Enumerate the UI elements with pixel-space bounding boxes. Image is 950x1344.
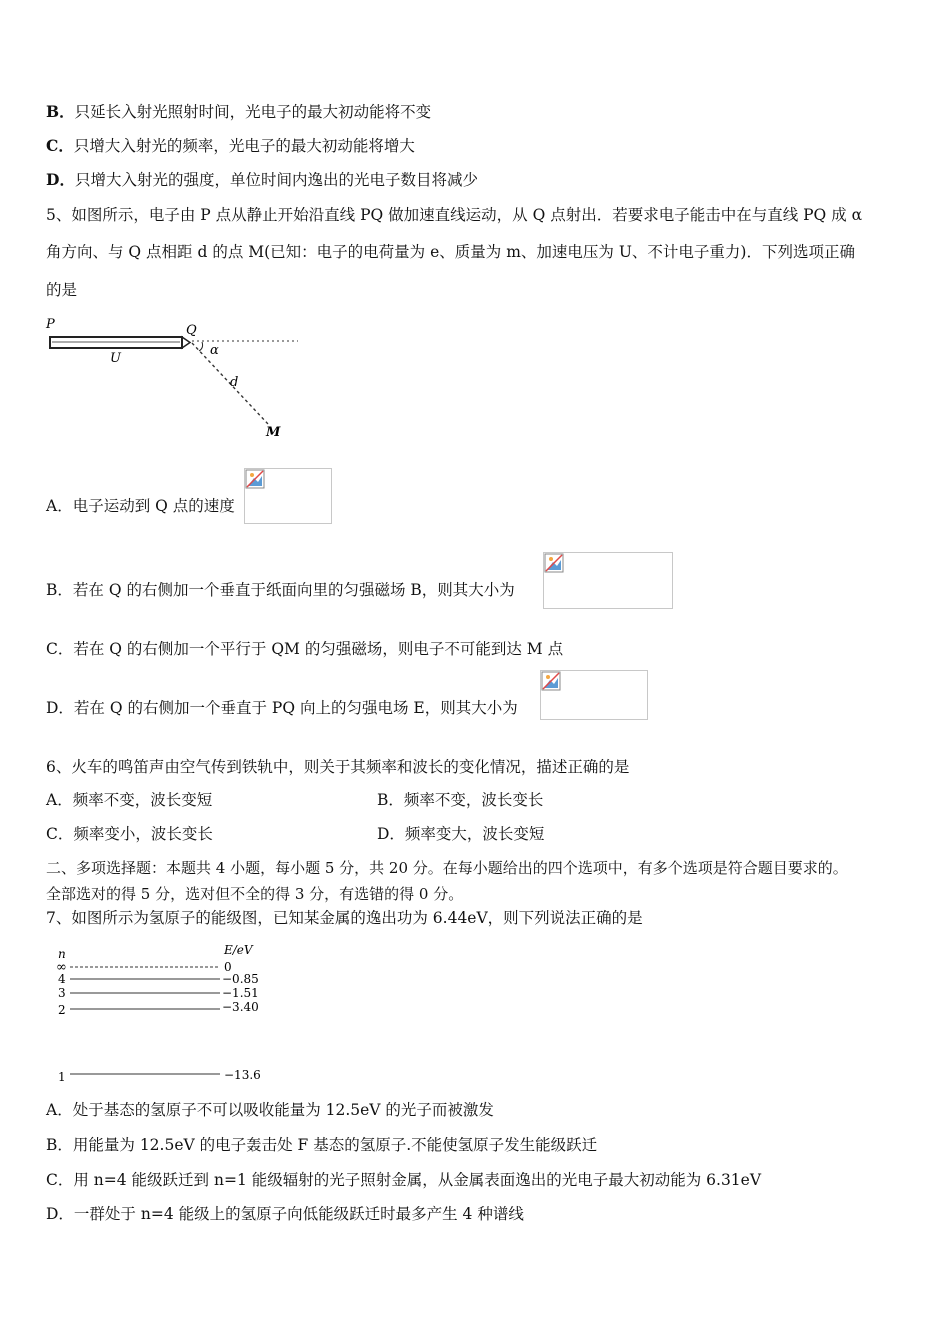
q4-option-d-text: 只增大入射光的强度，单位时间内逸出的光电子数目将减少 [74, 171, 478, 189]
q7-option-d: D．一群处于 n=4 能级上的氢原子向低能级跃迁时最多产生 4 种谱线 [46, 1205, 524, 1223]
q6-option-a: A．频率不变，波长变短 [46, 791, 213, 809]
broken-image-icon [544, 553, 564, 573]
q5-accelerator-tube [50, 337, 182, 348]
q5-option-a-formula-image [244, 468, 332, 524]
q7-energy-level-diagram [52, 940, 282, 1090]
q5-option-c [46, 639, 563, 659]
q6-option-d: D．频率变大，波长变短 [377, 825, 545, 843]
q7-level-2-n: 2 [58, 1003, 66, 1017]
q5-figure [40, 312, 310, 442]
q5-figure-label-m: M [266, 425, 281, 440]
q5-option-b [46, 580, 515, 600]
q4-option-d-label: D． [46, 170, 75, 189]
q5-tube-tip [182, 337, 190, 348]
q5-stem-line1: 5、如图所示，电子由 P 点从静止开始沿直线 PQ 做加速直线运动，从 Q 点射出．若要求电子能击中在与直线 PQ 成 α [46, 206, 863, 224]
q7-level-4-e: −0.85 [222, 972, 259, 986]
q4-option-b [46, 102, 431, 122]
q7-level-3-n: 3 [58, 986, 66, 1000]
q4-option-c-text: 只增大入射光的频率，光电子的最大初动能将增大 [73, 137, 415, 155]
q7-level-1-e: −13.6 [224, 1068, 261, 1082]
section2-instruction-line1: 二、多项选择题：本题共 4 小题，每小题 5 分，共 20 分。在每小题给出的四个选项中，有多个选项是符合题目要求的。 [46, 859, 848, 877]
q6-stem: 6、火车的鸣笛声由空气传到铁轨中，则关于其频率和波长的变化情况，描述正确的是 [46, 758, 630, 776]
broken-image-icon [245, 469, 265, 489]
q5-option-d-text: D．若在 Q 的右侧加一个垂直于 PQ 向上的匀强电场 E，则其大小为 [46, 699, 518, 717]
q5-option-b-text: B．若在 Q 的右侧加一个垂直于纸面向里的匀强磁场 B，则其大小为 [46, 581, 515, 599]
q5-figure-label-d: d [230, 375, 239, 390]
q7-level-3-e: −1.51 [222, 986, 259, 1000]
q4-option-b-text: 只延长入射光照射时间，光电子的最大初动能将不变 [74, 103, 432, 121]
q7-option-b: B．用能量为 12.5eV 的电子轰击处 F 基态的氢原子.不能使氢原子发生能级跃迁 [46, 1136, 598, 1154]
q5-option-d [46, 698, 518, 718]
q7-option-c: C．用 n=4 能级跃迁到 n=1 能级辐射的光子照射金属，从金属表面逸出的光电子最大初动能为 6.31eV [46, 1171, 762, 1189]
q7-axis-e-label: E/eV [224, 943, 253, 957]
q4-option-b-label: B． [46, 102, 75, 121]
section2-instruction-line2: 全部选对的得 5 分，选对但不全的得 3 分，有选错的得 0 分。 [46, 885, 464, 903]
q6-option-b: B．频率不变，波长变长 [377, 791, 544, 809]
q5-option-a-text: A．电子运动到 Q 点的速度 [46, 497, 235, 515]
q5-option-a [46, 496, 235, 516]
q7-axis-n-label: n [58, 947, 66, 961]
q5-option-d-formula-image [540, 670, 648, 720]
q5-figure-label-alpha: α [210, 343, 219, 358]
q7-level-1-n: 1 [58, 1070, 66, 1084]
q5-figure-label-p: P [46, 317, 55, 332]
q5-figure-label-q: Q [186, 323, 197, 338]
q7-stem: 7、如图所示为氢原子的能级图，已知某金属的逸出功为 6.44eV，则下列说法正确的是 [46, 909, 643, 927]
q5-stem-line2: 角方向、与 Q 点相距 d 的点 M(已知：电子的电荷量为 e、质量为 m、加速电压为 U、不计电子重力)．下列选项正确 [46, 243, 855, 261]
q7-level-inf-e: 0 [224, 960, 232, 974]
q7-option-a: A．处于基态的氢原子不可以吸收能量为 12.5eV 的光子而被激发 [46, 1101, 494, 1119]
q7-level-4-n: 4 [58, 972, 66, 986]
q6-option-c: C．频率变小，波长变长 [46, 825, 213, 843]
q7-level-2-e: −3.40 [222, 1000, 259, 1014]
q5-option-b-formula-image [543, 552, 673, 609]
broken-image-icon [541, 671, 561, 691]
q5-stem-line3: 的是 [46, 281, 78, 299]
q5-alpha-arc [199, 342, 203, 351]
q5-option-c-text: C．若在 Q 的右侧加一个平行于 QM 的匀强磁场，则电子不可能到达 M 点 [46, 640, 564, 658]
q4-option-c [46, 136, 415, 156]
q4-option-d [46, 170, 478, 190]
q4-option-c-label: C． [46, 136, 74, 155]
q5-figure-label-u: U [110, 351, 121, 366]
q7-level-inf-n: ∞ [56, 960, 67, 975]
